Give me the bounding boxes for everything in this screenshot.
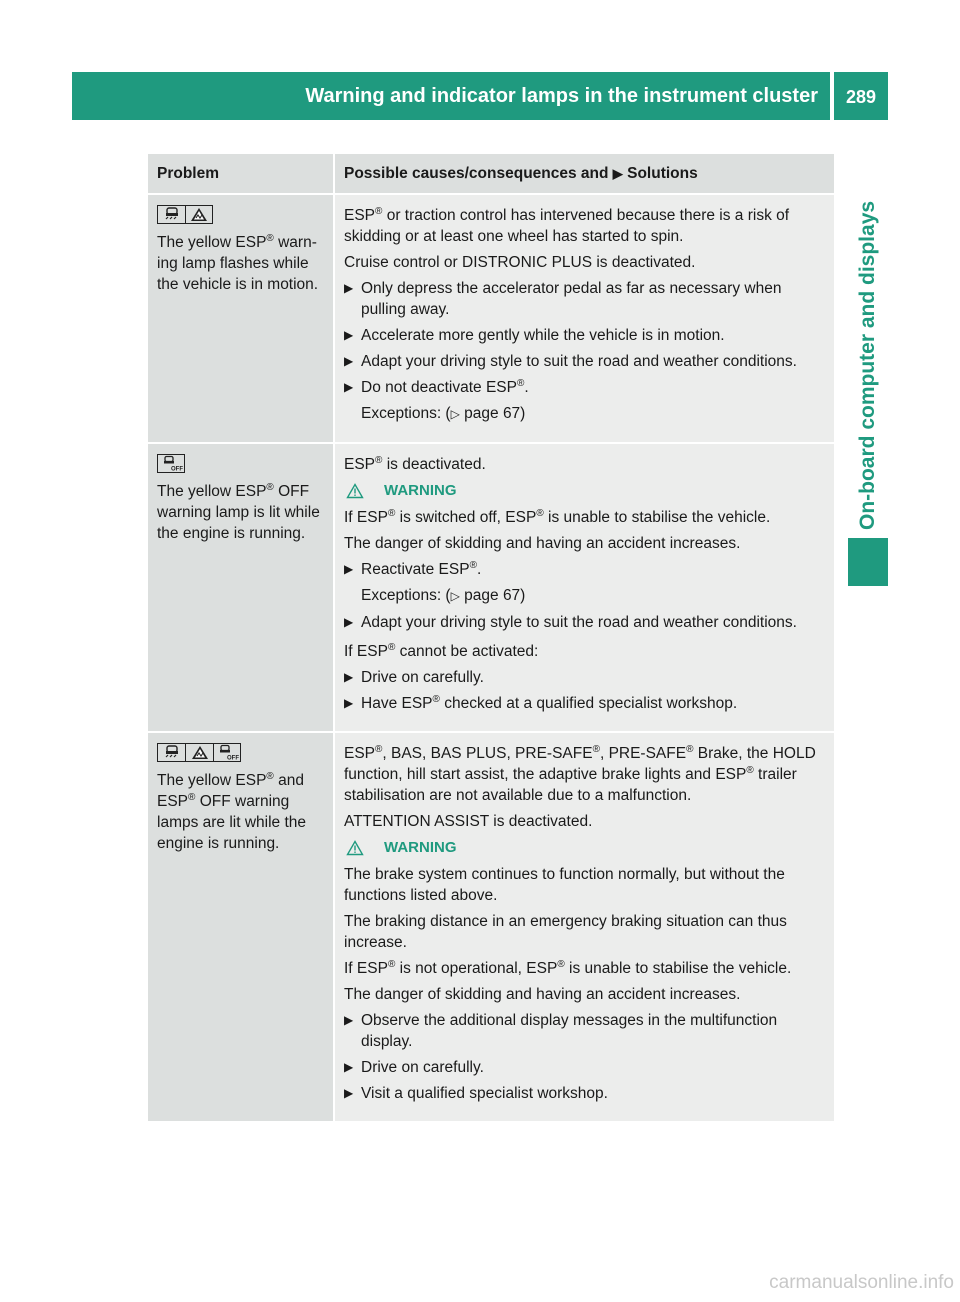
esp-triangle-icon xyxy=(185,205,213,224)
problem-text: The yellow ESP® warn-ing lamp flashes while the vehicle is in motion. xyxy=(157,233,319,293)
warning-text: The danger of skidding and having an accident increases. xyxy=(344,535,741,552)
problem-cell xyxy=(148,443,334,732)
action-step: ▶ Reactivate ESP®. xyxy=(344,560,482,578)
svg-text:OFF: OFF xyxy=(171,466,183,473)
action-arrow-icon: ▶ xyxy=(344,670,354,684)
action-arrow-icon: ▶ xyxy=(344,1060,354,1074)
action-arrow-icon: ▶ xyxy=(344,615,354,629)
action-step: ▶ Only depress the accelerator pedal as far as necessary when pulling away. xyxy=(344,280,782,318)
action-arrow-icon: ▶ xyxy=(612,166,623,181)
column-header-solution xyxy=(334,154,834,194)
action-step: ▶ Drive on carefully. xyxy=(344,669,484,686)
action-step: ▶ Adapt your driving style to suit the road and weather conditions. xyxy=(344,614,797,631)
solution-cell xyxy=(334,194,834,443)
warning-heading: WARNING xyxy=(346,837,827,858)
action-step: ▶ Adapt your driving style to suit the road and weather conditions. xyxy=(344,353,797,370)
problem-text: The yellow ESP® OFF warning lamp is lit while the engine is running. xyxy=(157,482,320,542)
page-number: 289 xyxy=(845,87,877,107)
table-row xyxy=(148,732,834,1121)
action-step: ▶ Observe the additional display messages in the multifunction display. xyxy=(344,1012,778,1050)
warning-text: The brake system continues to function normally, but without the functions listed above. xyxy=(344,866,785,904)
cause-text: If ESP® cannot be activated: xyxy=(344,642,539,660)
problem-cell xyxy=(148,194,334,443)
page-reference[interactable]: Exceptions: (▷ page 67) xyxy=(361,405,526,422)
column-header-solutions-label: Solutions xyxy=(627,165,698,182)
problem-text: The yellow ESP® and ESP® OFF warning lamps are lit while the engine is running. xyxy=(157,771,307,852)
table-row xyxy=(148,443,834,732)
page-reference[interactable]: Exceptions: (▷ page 67) xyxy=(361,587,526,604)
warning-text: If ESP® is not operational, ESP® is unable to stabilise the vehicle. xyxy=(344,959,792,977)
action-arrow-icon: ▶ xyxy=(344,696,354,710)
chapter-tab-label: On-board computer and displays xyxy=(856,200,879,530)
table-header-row xyxy=(148,154,834,194)
esp-off-icon xyxy=(213,743,241,762)
action-arrow-icon: ▶ xyxy=(344,281,354,295)
warning-lamp-table xyxy=(148,154,834,1121)
lamp-icon-group xyxy=(157,454,326,474)
esp-skid-icon xyxy=(157,205,185,224)
solution-cell xyxy=(334,443,834,732)
page-title: Warning and indicator lamps in the instrument cluster xyxy=(305,85,818,107)
warning-triangle-icon xyxy=(346,840,364,856)
action-arrow-icon: ▶ xyxy=(344,1013,354,1027)
warning-heading: WARNING xyxy=(346,480,827,501)
action-arrow-icon: ▶ xyxy=(344,1086,354,1100)
problem-cell xyxy=(148,732,334,1121)
cause-text: Cruise control or DISTRONIC PLUS is deactivated. xyxy=(344,254,696,271)
cause-text: ATTENTION ASSIST is deactivated. xyxy=(344,813,593,830)
cause-text: ESP®, BAS, BAS PLUS, PRE-SAFE®, PRE-SAFE® Brake, the HOLD function, hill start assist, the adaptive brake lights and ESP® trailer stabilisation are not available due to a malfunction. xyxy=(344,744,816,804)
page-header xyxy=(72,72,888,120)
chapter-tab-marker xyxy=(848,538,888,586)
warning-triangle-icon xyxy=(346,483,364,499)
page-ref-arrow-icon: ▷ xyxy=(450,407,460,421)
cause-text: ESP® is deactivated. xyxy=(344,455,486,473)
action-arrow-icon: ▶ xyxy=(344,380,354,394)
esp-triangle-icon xyxy=(185,743,213,762)
action-arrow-icon: ▶ xyxy=(344,328,354,342)
column-header-problem: Problem xyxy=(148,154,334,194)
action-step: ▶ Do not deactivate ESP®. xyxy=(344,378,529,396)
action-step: ▶ Accelerate more gently while the vehicle is in motion. xyxy=(344,327,725,344)
chapter-tab xyxy=(848,132,888,582)
table-row xyxy=(148,194,834,443)
action-arrow-icon: ▶ xyxy=(344,354,354,368)
action-step: ▶ Drive on carefully. xyxy=(344,1059,484,1076)
lamp-icon-group xyxy=(157,205,326,225)
watermark: carmanualsonline.info xyxy=(769,1272,954,1293)
solution-cell xyxy=(334,732,834,1121)
lamp-icon-group xyxy=(157,743,326,763)
warning-text: The danger of skidding and having an accident increases. xyxy=(344,986,741,1003)
action-step: ▶ Have ESP® checked at a qualified specialist workshop. xyxy=(344,694,738,712)
esp-skid-icon xyxy=(157,743,185,762)
warning-text: The braking distance in an emergency braking situation can thus increase. xyxy=(344,913,787,951)
warning-text: If ESP® is switched off, ESP® is unable to stabilise the vehicle. xyxy=(344,508,771,526)
svg-text:OFF: OFF xyxy=(227,755,239,762)
column-header-solution-label: Possible causes/consequences and xyxy=(344,165,609,182)
esp-off-icon xyxy=(157,454,185,473)
action-step: ▶ Visit a qualified specialist workshop. xyxy=(344,1085,608,1102)
cause-text: ESP® or traction control has intervened because there is a risk of skidding or at least one wheel has started to spin. xyxy=(344,206,790,245)
action-arrow-icon: ▶ xyxy=(344,562,354,576)
page-ref-arrow-icon: ▷ xyxy=(450,589,460,603)
